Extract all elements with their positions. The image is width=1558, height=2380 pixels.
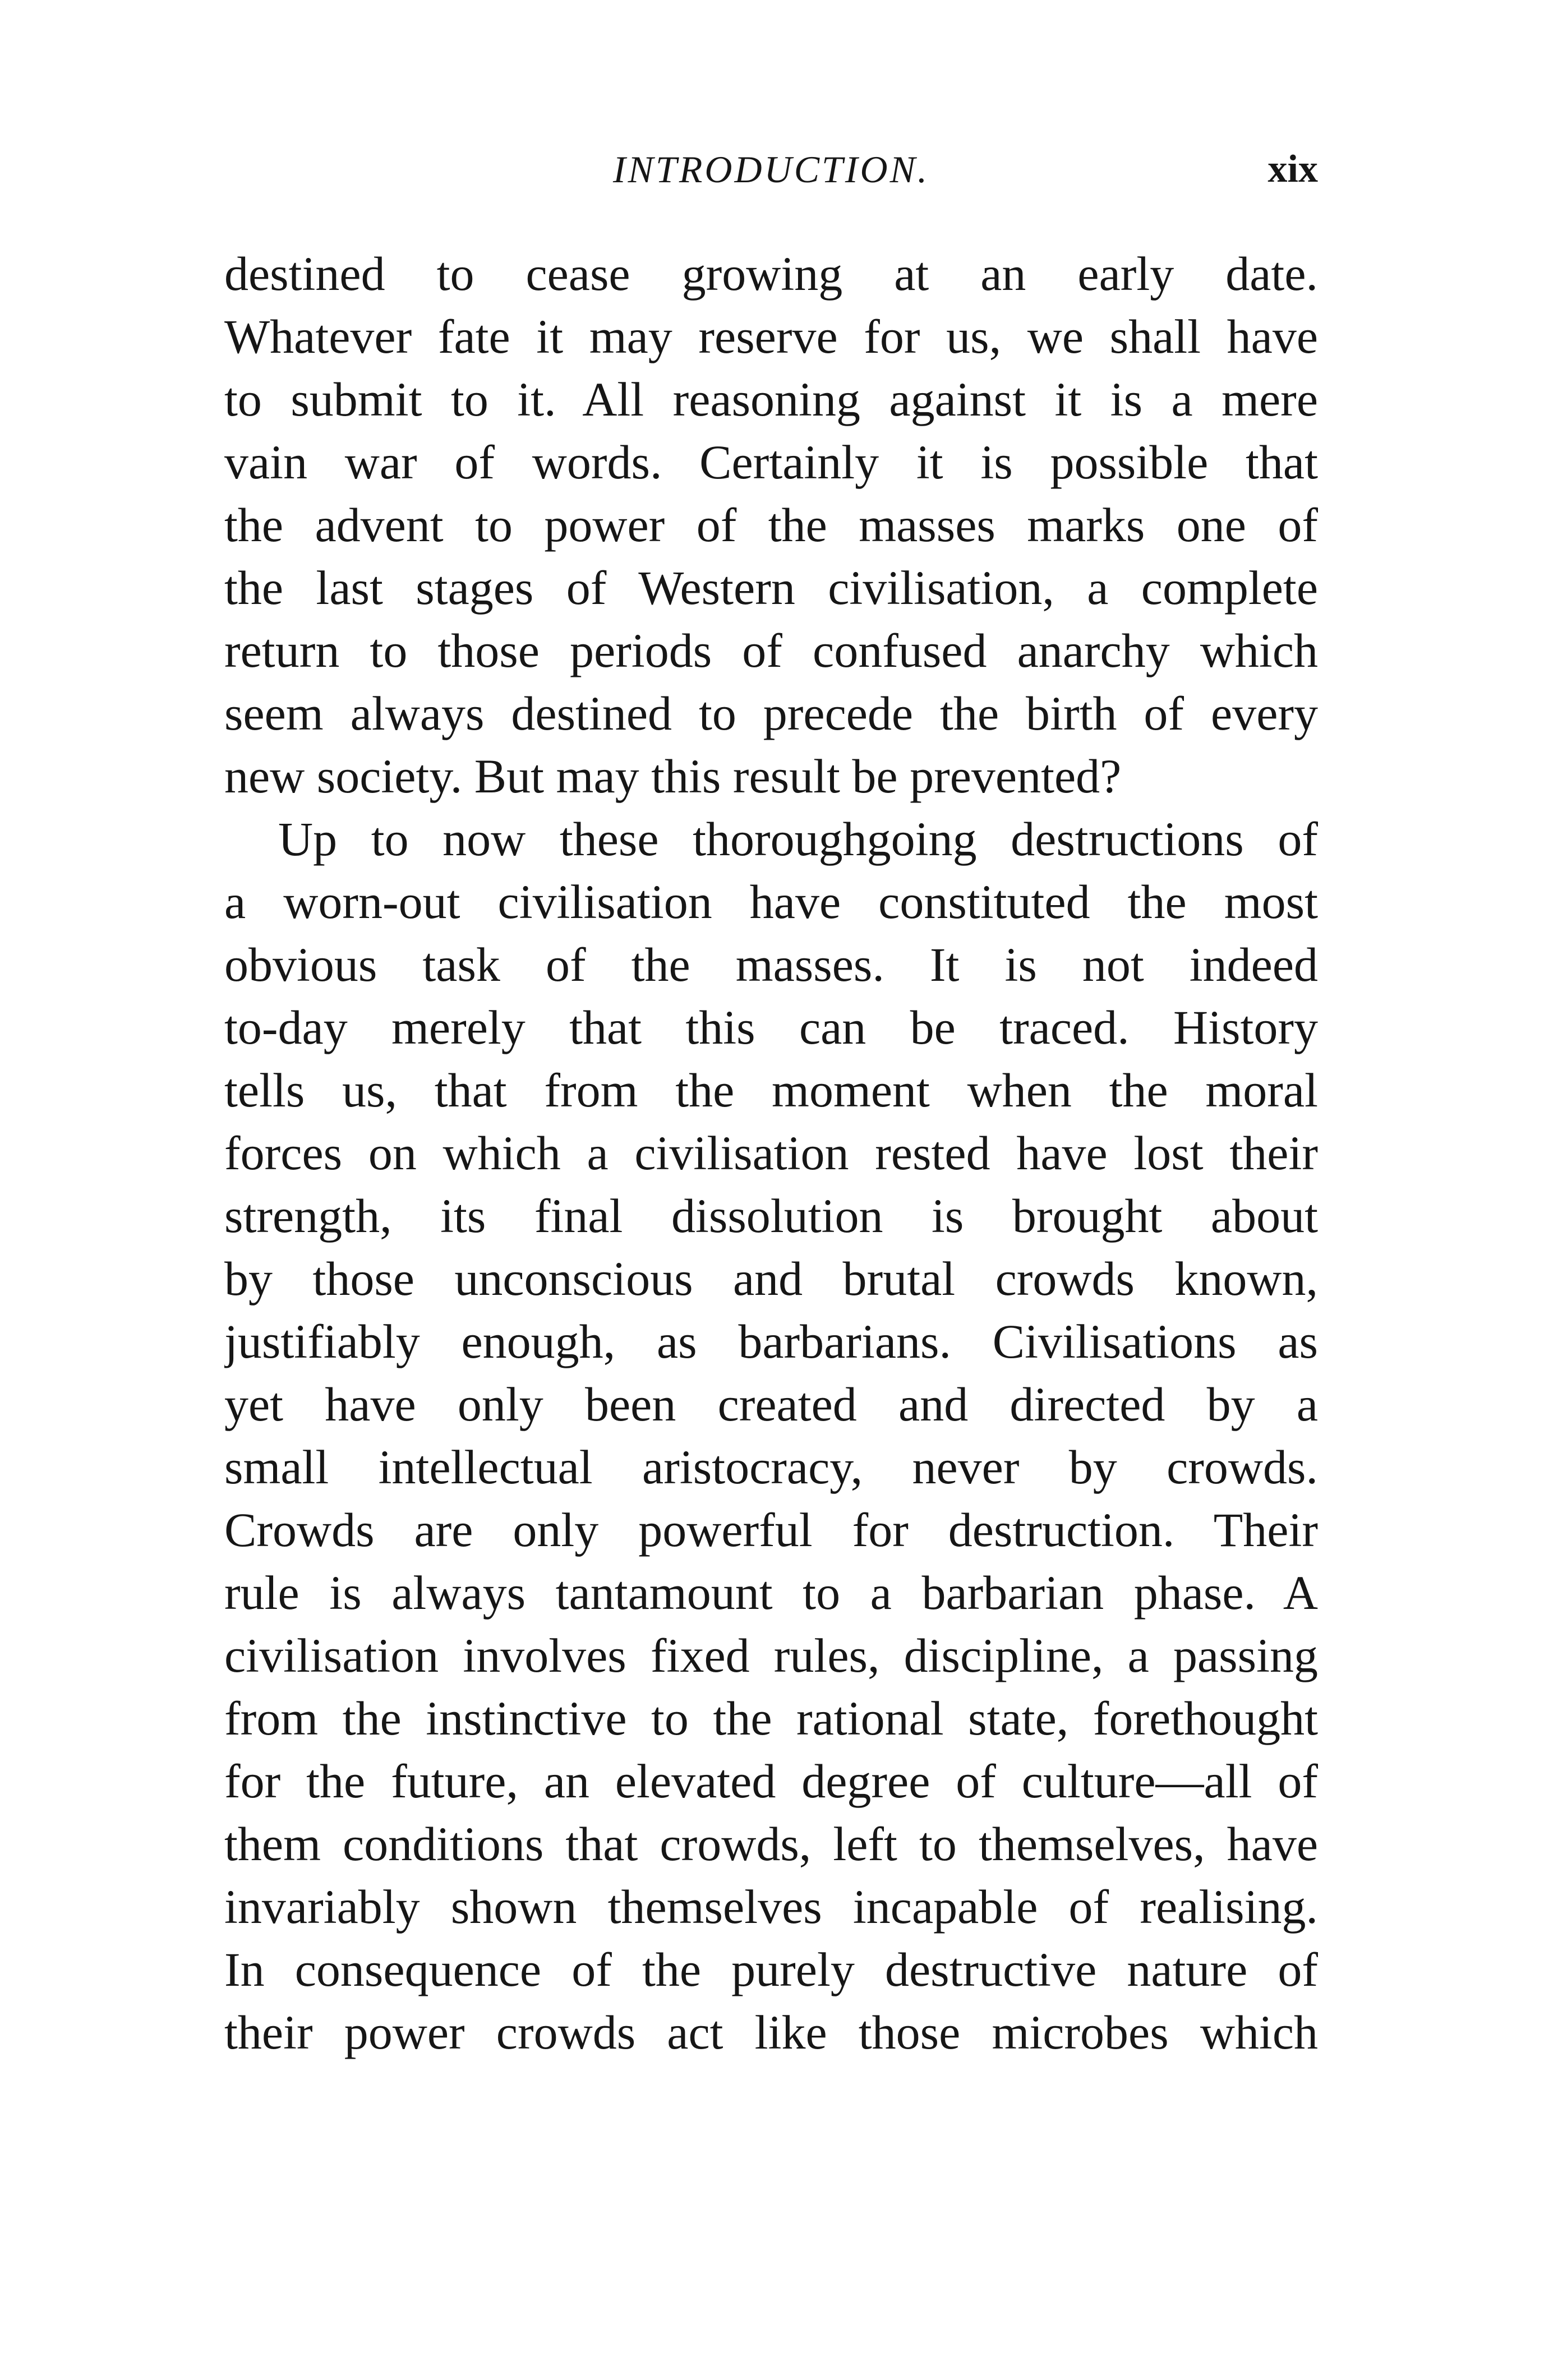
text-line: civilisation involves fixed rules, discipline, a passing — [224, 1629, 1318, 1682]
text-line: them conditions that crowds, left to themselves, have — [224, 1817, 1318, 1871]
paragraph-first-line: Up to now these thoroughgoing destructions of — [278, 812, 1318, 866]
text-line: forces on which a civilisation rested have lost their — [224, 1126, 1318, 1180]
text-line: strength, its final dissolution is brought about — [224, 1189, 1318, 1243]
text-line: from the instinctive to the rational state, forethought — [224, 1691, 1318, 1745]
text-line: destined to cease growing at an early date. — [224, 247, 1318, 301]
text-line: obvious task of the masses. It is not indeed — [224, 938, 1318, 991]
text-line: for the future, an elevated degree of culture—all of — [224, 1754, 1318, 1808]
text-line: to submit to it. All reasoning against it is a mere — [224, 372, 1318, 426]
text-line: justifiably enough, as barbarians. Civilisations as — [224, 1314, 1318, 1368]
page-number: xix — [1267, 147, 1318, 191]
text-line: rule is always tantamount to a barbarian phase. A — [224, 1566, 1318, 1620]
text-line: by those unconscious and brutal crowds known, — [224, 1252, 1318, 1306]
running-title: INTRODUCTION. — [613, 148, 929, 191]
text-line: vain war of words. Certainly it is possible that — [224, 435, 1318, 489]
text-line: In consequence of the purely destructive nature of — [224, 1943, 1318, 1996]
text-line: invariably shown themselves incapable of realising. — [224, 1880, 1318, 1934]
text-line: the last stages of Western civilisation, a complete — [224, 561, 1318, 615]
text-line: seem always destined to precede the birth of every — [224, 686, 1318, 740]
text-line: Whatever fate it may reserve for us, we shall have — [224, 310, 1318, 363]
text-line: their power crowds act like those microbes which — [224, 2005, 1318, 2059]
text-line: small intellectual aristocracy, never by crowds. — [224, 1440, 1318, 1494]
text-line: the advent to power of the masses marks one of — [224, 498, 1318, 552]
text-line: return to those periods of confused anarchy which — [224, 624, 1318, 677]
text-line: Crowds are only powerful for destruction. Their — [224, 1503, 1318, 1557]
body-text — [224, 242, 1318, 2064]
text-line: tells us, that from the moment when the moral — [224, 1063, 1318, 1117]
text-line: yet have only been created and directed by a — [224, 1377, 1318, 1431]
running-head — [224, 147, 1318, 192]
text-line: to-day merely that this can be traced. History — [224, 1000, 1318, 1054]
text-line: new society. But may this result be prevented? — [224, 749, 1122, 803]
text-line: a worn-out civilisation have constituted the most — [224, 875, 1318, 929]
